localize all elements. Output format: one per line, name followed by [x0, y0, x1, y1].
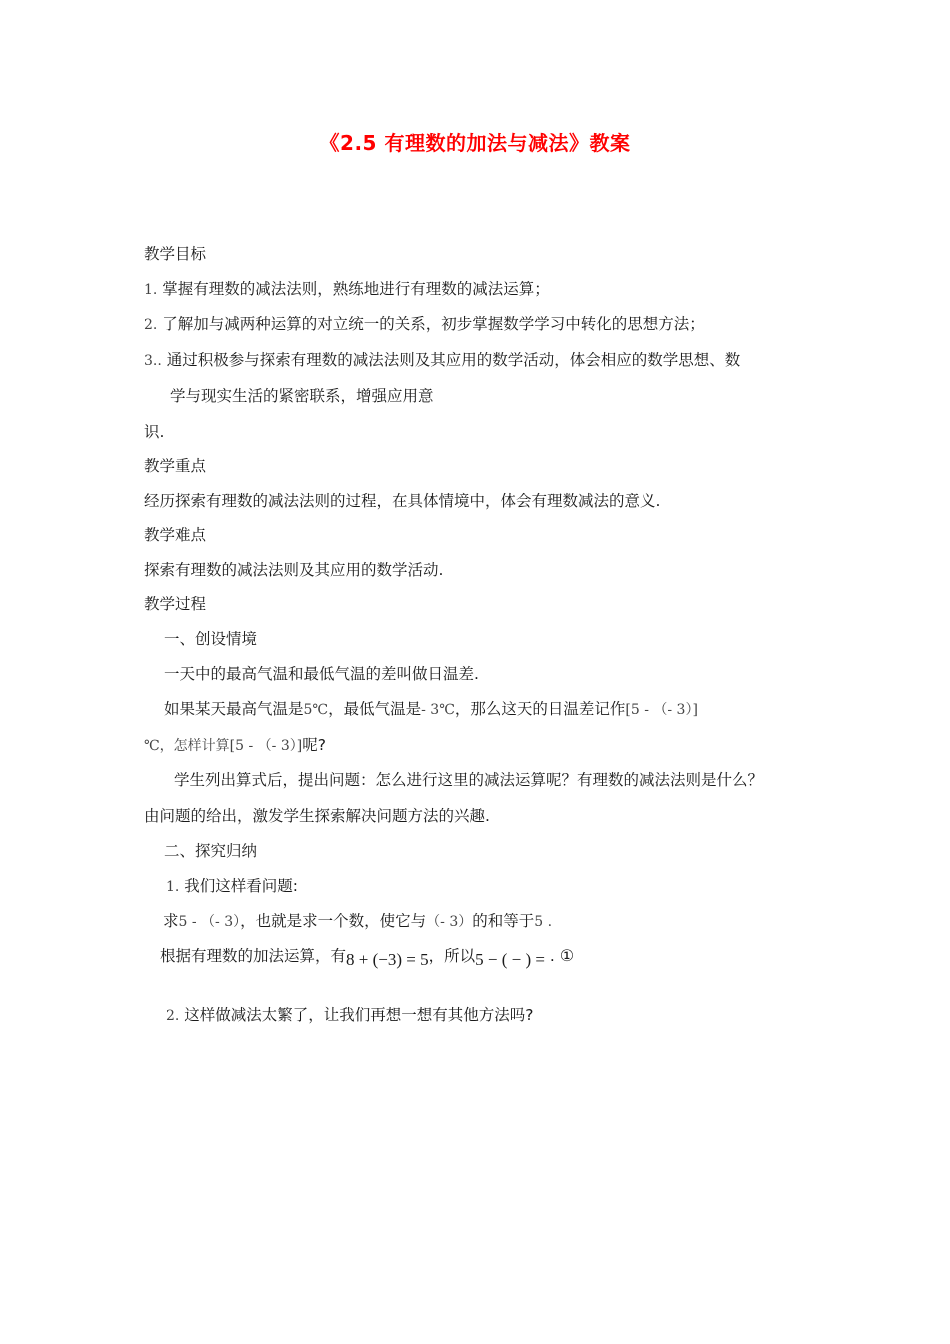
objective-item-3 [144, 350, 740, 371]
part1-line3 [144, 735, 326, 756]
part1-line2 [164, 699, 698, 720]
objective-item-3-tail: 识. [144, 423, 165, 441]
expression: [5 - （- 3）] [229, 738, 303, 754]
difficulties-text: 探索有理数的减法法则及其应用的数学活动. [144, 561, 444, 579]
item-text: 了解加与减两种运算的对立统一的关系，初步掌握数学学习中转化的思想方法； [162, 315, 705, 333]
expression: （- 3） [426, 914, 473, 930]
text-segment: 呢? [302, 736, 326, 754]
part1-line5: 由问题的给出，激发学生探索解决问题方法的兴趣. [144, 807, 490, 825]
temperature-value: - 3℃ [421, 702, 455, 718]
part1-line1: 一天中的最高气温和最低气温的差叫做日温差. [164, 665, 479, 683]
text-segment: ℃，怎样计算 [144, 738, 230, 754]
document-title: 《2.5 有理数的加法与减法》教案 [319, 131, 631, 155]
text-segment: ，所以 [428, 947, 476, 965]
text-segment: 的和等于 [472, 912, 535, 930]
text-segment: 求 [163, 912, 179, 930]
objective-item-3-continuation: 学与现实生活的紧密联系，增强应用意 [170, 387, 434, 405]
text-segment: ，也就是求一个数，使它与 [240, 912, 427, 930]
item-text: 我们这样看问题: [184, 877, 299, 895]
part1-line4: 学生列出算式后，提出问题：怎么进行这里的减法运算呢？有理数的减法法则是什么？ [174, 771, 764, 789]
part2-heading: 二、探究归纳 [164, 842, 258, 860]
temperature-value: 5℃ [303, 702, 329, 718]
objective-item-2 [144, 314, 705, 335]
expression: 5 - （- 3） [178, 914, 241, 930]
item-number: 2. [166, 1008, 180, 1024]
item-text: 通过积极参与探索有理数的减法法则及其应用的数学活动，体会相应的数学思想、数 [166, 351, 741, 369]
text-segment: 如果某天最高气温是 [164, 700, 304, 718]
objective-item-1 [144, 279, 550, 300]
item-number: 2. [144, 317, 158, 333]
expression: 5 . [534, 914, 553, 930]
text-segment: ，最低气温是 [328, 700, 422, 718]
difficulties-heading: 教学难点 [144, 526, 207, 544]
objectives-heading: 教学目标 [144, 245, 207, 263]
item-text: 掌握有理数的减法法则，熟练地进行有理数的减法运算； [162, 280, 550, 298]
equation-marker: ① [559, 946, 575, 965]
key-points-heading: 教学重点 [144, 457, 207, 475]
part2-step2 [166, 1005, 534, 1026]
process-heading: 教学过程 [144, 595, 207, 613]
part1-heading: 一、创设情境 [164, 630, 258, 648]
item-text: 这样做减法太繁了，让我们再想一想有其他方法吗? [184, 1006, 534, 1024]
math-equation: 8 + (−3) = 5 [346, 950, 429, 969]
math-equation: 5 − ( − ) = [475, 950, 545, 969]
expression: [5 - （- 3）] [625, 702, 698, 718]
item-number: 3.. [144, 353, 162, 369]
part2-line-a [163, 911, 552, 932]
item-number: 1. [166, 879, 180, 895]
item-number: 1. [144, 282, 158, 298]
text-segment: ，那么这天的日温差记作 [454, 700, 626, 718]
part2-step1 [166, 876, 298, 897]
part2-line-b [160, 946, 575, 969]
key-points-text: 经历探索有理数的减法法则的过程，在具体情境中，体会有理数减法的意义. [144, 492, 661, 510]
text-segment: 根据有理数的加法运算，有 [160, 947, 347, 965]
text-segment: . [544, 947, 555, 965]
